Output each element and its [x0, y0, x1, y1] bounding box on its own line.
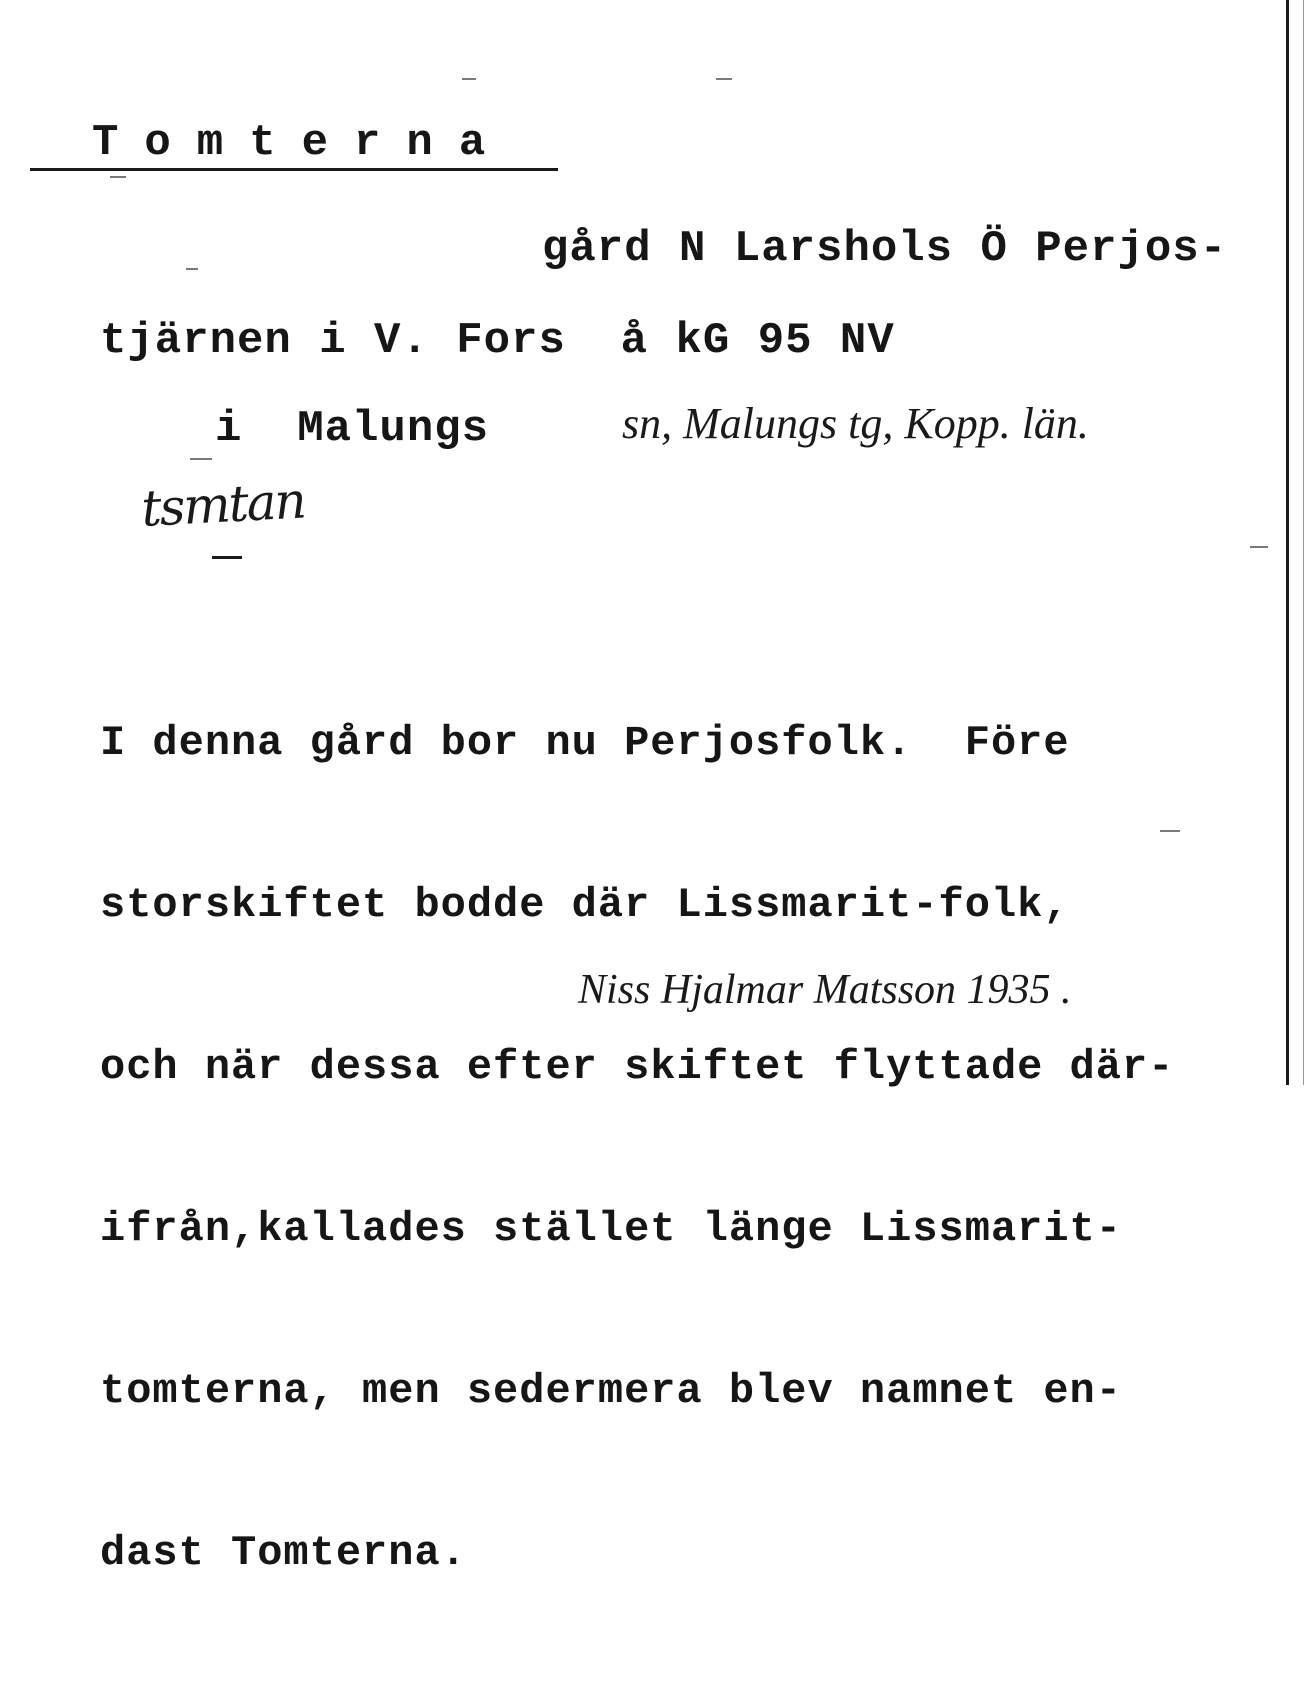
card-right-edge-shadow — [1303, 0, 1304, 1085]
dialect-pronunciation: tsmtan — [140, 471, 307, 538]
body-line: och när dessa efter skiftet flyttade där- — [100, 1043, 1175, 1091]
scan-speck — [110, 176, 126, 178]
informant-signature: Niss Hjalmar Matsson 1935 . — [578, 967, 1072, 1013]
card-title: Tomterna — [92, 118, 512, 168]
title-underline — [30, 168, 558, 171]
body-paragraph — [100, 608, 1174, 1688]
body-line: dast Tomterna. — [100, 1529, 467, 1577]
card-right-edge — [1286, 0, 1289, 1085]
scan-speck — [462, 78, 476, 80]
location-line-1: gård N Larshols Ö Perjos- — [542, 224, 1228, 274]
location-line-3: i Malungs — [215, 404, 490, 454]
scan-speck — [1250, 546, 1268, 548]
location-line-2: tjärnen i V. Fors å kG 95 NV — [100, 316, 895, 366]
body-line: tomterna, men sedermera blev namnet en- — [100, 1367, 1122, 1415]
body-line: I denna gård bor nu Perjosfolk. Före — [100, 719, 1070, 767]
dialect-underline — [212, 556, 242, 559]
scan-speck — [186, 268, 198, 270]
parish-printed-line: sn, Malungs tg, Kopp. län. — [622, 399, 1089, 448]
body-line: ifrån,kallades stället länge Lissmarit- — [100, 1205, 1122, 1253]
scan-speck — [190, 458, 212, 460]
body-line: storskiftet bodde där Lissmarit-folk, — [100, 881, 1070, 929]
scan-speck — [716, 78, 732, 80]
